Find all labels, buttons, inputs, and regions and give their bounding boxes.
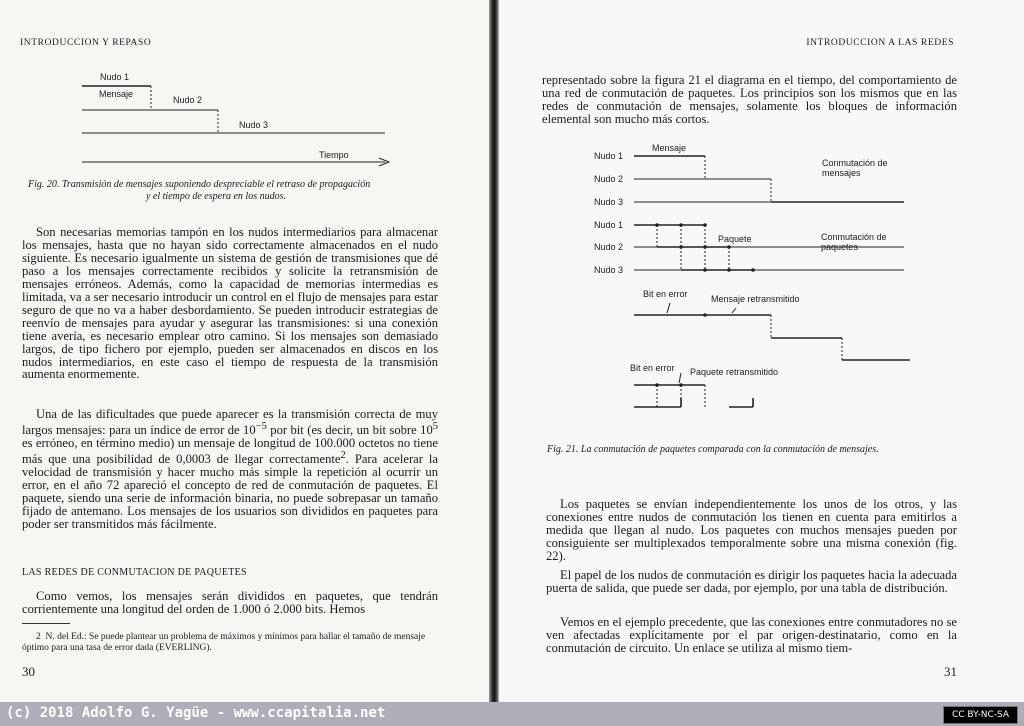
fig21-label-conm-mensajes-2: mensajes [822, 168, 861, 178]
fig21-label-bit-error-1: Bit en error [643, 289, 688, 299]
fig21-label-nodo1-a: Nudo 1 [594, 151, 624, 161]
fig21-label-bit-error-2: Bit en error [630, 363, 675, 373]
page-number-right: 31 [944, 664, 957, 679]
book-spine [489, 0, 499, 702]
fig20-label-nodo1: Nudo 1 [100, 72, 130, 82]
watermark-text: (c) 2018 Adolfo G. Yagüe - www.ccapitalia.net [6, 705, 386, 721]
running-head-right: INTRODUCCION A LAS REDES [806, 38, 954, 48]
footnote-separator [22, 623, 70, 624]
right-paragraph-4: Vemos en el ejemplo precedente, que las conexiones entre conmutadores no se ven afectadas explícitamente por el par origen-destinatario, como en la conmutación de circuito. Un enlace se utiliza al mismo tiem- [546, 615, 957, 655]
fig20-label-nodo2: Nudo 2 [173, 95, 203, 105]
figure-21 [499, 0, 1024, 420]
fig21-label-mensaje: Mensaje [652, 143, 687, 153]
left-paragraph-1: Son necesarias memorias tampón en los nudos intermediarios para almacenar los mensajes, hasta que no hayan sido correctamente almacenados en el nudo siguiente. Es necesario igualmente un sistema de gestión de transmisiones que dé paso a los mensajes correctamente recibidos y solicite la retransmisión de mensajes erróneos. Además, como la capacidad de memorias intermedias es limitada, va a ser necesario introducir un control en el flujo de mensajes para estar seguro de que no va a haber desbordamiento. Se pueden introducir estrategias de reenvío de mensajes para ayudar y asegurar las transmisiones: si una conexión tiene avería, es necesario emplear otro camino. Si los mensajes son demasiado largos, de tipo fichero por ejemplo, pueden ser almacenados en discos en los nudos intermediarios, en este caso el tiempo de respuesta de la transmisión aumenta enormemente. [22, 225, 438, 382]
fig21-label-msg-retrans: Mensaje retransmitido [711, 294, 800, 304]
footnote [22, 632, 440, 653]
figure-20 [0, 0, 489, 200]
fig21-bit-error-arrow-2-icon [679, 373, 681, 383]
fig21-label-conm-paquetes-1: Conmutación de [821, 232, 887, 242]
left-page [0, 0, 489, 702]
right-paragraph-2: Los paquetes se envían independientemente los unos de los otros, y las conexiones entre nudos de conmutación los tienen en cuenta para emitirlos a medida que llegan al nudo. Los paquetes con muchos mensajes pueden por consiguiente ser multiplexados temporalmente sobre una misma conexión (fig. 22). [546, 497, 957, 563]
fig21-label-nodo1-b: Nudo 1 [594, 220, 624, 230]
fig20-caption-line1: Fig. 20. Transmisión de mensajes suponiendo despreciable el retraso de propagación [28, 179, 371, 190]
footnote-mark: 2 [36, 632, 41, 642]
figure-20-caption [28, 179, 448, 202]
right-page [499, 0, 1024, 702]
left-paragraph-3: Como vemos, los mensajes serán divididos en paquetes, que tendrán corrientemente una longitud del orden de 1.000 ó 2.000 bits. Hemos [22, 589, 438, 616]
left-paragraph-2: Una de las dificultades que puede aparecer es la transmisión correcta de muy largos mensajes: para un índice de error de $10^{-5}$ por bit (es decir, un bit sobre $10^5$ es erróneo, en término medio) un mensaje de longitud de 100.000 octetos no tiene más que una posibilidad de 0,0003 de llegar correctamente$^2$. Para acelerar la velocidad de transmisión y hacer mucho más simple la repetición al ocurrir un error, en el año 72 apareció el concepto de red de conmutación de paquetes. El paquete, siendo una serie de información binaria, no puede sobrepasar un tamaño fijado de antemano. Los mensajes de los usuarios son divididos en paquetes para poder ser transmitidos más fácilmente. [22, 407, 438, 531]
fig21-label-pkt-retrans: Paquete retransmitido [690, 367, 779, 377]
fig21-label-nodo2-a: Nudo 2 [594, 174, 624, 184]
fig21-label-conm-mensajes-1: Conmutación de [822, 158, 888, 168]
fig20-label-tiempo: Tiempo [319, 150, 349, 160]
fig21-label-nodo2-b: Nudo 2 [594, 242, 624, 252]
fig21-label-nodo3-a: Nudo 3 [594, 197, 624, 207]
fig20-label-nodo3: Nudo 3 [239, 120, 269, 130]
footnote-text: N. del Ed.: Se puede plantear un problema de máximos y mínimos para hallar el tamaño de mensaje óptimo para una tasa de error dada (EVERLING). [22, 632, 426, 653]
fig20-label-mensaje: Mensaje [99, 89, 134, 99]
fig20-caption-line2: y el tiempo de espera en los nudos. [146, 190, 286, 202]
watermark-bar [0, 702, 1024, 726]
fig21-label-paquete: Paquete [718, 234, 752, 244]
page-number-left: 30 [22, 664, 35, 679]
running-head-left: INTRODUCCION Y REPASO [20, 38, 152, 48]
right-paragraph-3: El papel de los nudos de conmutación es dirigir los paquetes hacia la adecuada puerta de salida, que puede ser dada, por ejemplo, por una tabla de distribución. [546, 568, 957, 595]
cc-license-badge-icon: CC BY-NC-SA [943, 706, 1018, 724]
section-heading: LAS REDES DE CONMUTACION DE PAQUETES [22, 567, 247, 578]
fig21-label-conm-paquetes-2: paquetes [821, 242, 859, 252]
right-paragraph-1: representado sobre la figura 21 el diagrama en el tiempo, del comportamiento de una red de conmutación de paquetes. Los principios son los mismos que en las redes de conmutación de mensajes, solamente los bloques de información elemental son mucho más cortos. [542, 73, 957, 126]
fig21-bit-error-arrow-1-icon [667, 303, 670, 313]
figure-21-caption: Fig. 21. La conmutación de paquetes comparada con la conmutación de mensajes. [547, 444, 879, 455]
fig21-label-nodo3-b: Nudo 3 [594, 265, 624, 275]
